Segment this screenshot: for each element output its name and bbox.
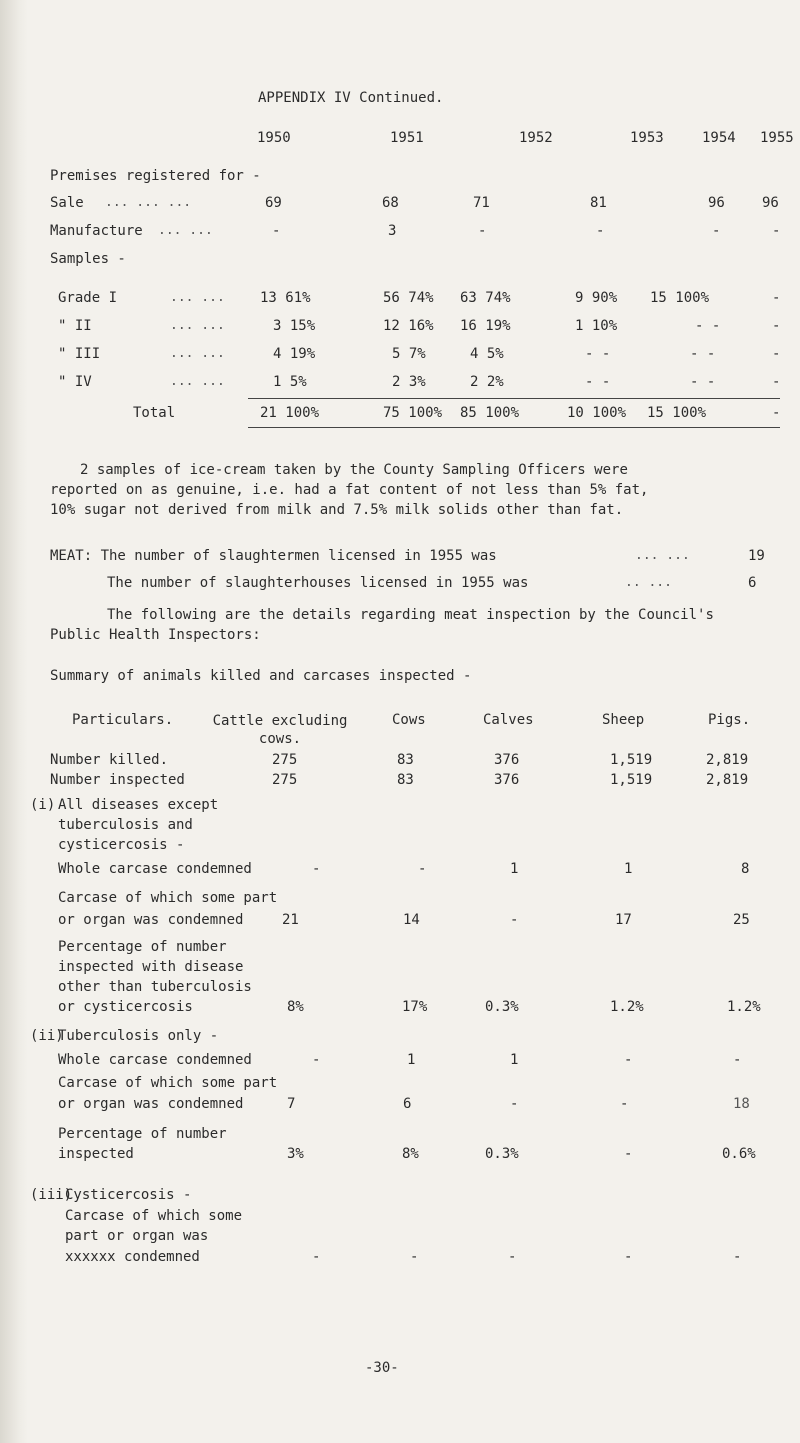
header-cattle: Cattle excluding cows. [212, 713, 348, 747]
value-1954: - [712, 223, 721, 239]
value-cows: 8% [402, 1146, 419, 1162]
header-sheep: Sheep [602, 712, 645, 728]
paragraph-line: 2 samples of ice-cream taken by the County Sampling Officers were [80, 462, 628, 478]
value-sheep: - [624, 1052, 633, 1068]
value-1950: 1 5% [273, 374, 307, 390]
value-pigs: 18 [733, 1096, 750, 1112]
value-cattle: - [312, 861, 321, 877]
value-1954: 96 [708, 195, 725, 211]
value-pigs: 8 [741, 861, 750, 877]
total-label: Total [133, 405, 176, 421]
meat-line-slaughtermen: MEAT: The number of slaughtermen licensed in 1955 was [50, 548, 497, 564]
meat-paragraph-line: Public Health Inspectors: [50, 627, 261, 643]
section-label-line: cysticercosis - [58, 837, 185, 853]
value-1953: - - [585, 374, 611, 390]
value-calves: - [510, 1096, 519, 1112]
value-cows: 6 [403, 1096, 412, 1112]
value-calves: 0.3% [485, 1146, 519, 1162]
value-1950: 13 61% [260, 290, 311, 306]
row-label-line: Carcase of which some part [58, 890, 278, 906]
value-1950: 4 19% [273, 346, 316, 362]
value-1950: 3 15% [273, 318, 316, 334]
row-label-line: or organ was condemned [58, 1096, 244, 1112]
value-1951: 56 74% [383, 290, 434, 306]
section-label-line: Cysticercosis - [65, 1187, 192, 1203]
value-pigs: 25 [733, 912, 750, 928]
value-pigs: 2,819 [706, 772, 749, 788]
total-1953: 10 100% [567, 405, 627, 421]
header-pigs: Pigs. [708, 712, 751, 728]
value-1952: 16 19% [460, 318, 511, 334]
row-label-line: other than tuberculosis [58, 979, 252, 995]
value-1950: 69 [265, 195, 282, 211]
row-label: xxxxxx condemned [65, 1249, 200, 1265]
row-label: Whole carcase condemned [58, 1052, 252, 1068]
row-label-line: Carcase of which some part [58, 1075, 278, 1091]
year-1951: 1951 [390, 130, 424, 146]
value-cattle: - [312, 1249, 321, 1265]
summary-heading: Summary of animals killed and carcases inspected - [50, 668, 472, 684]
section-label-line: tuberculosis and [58, 817, 193, 833]
value-1951: 68 [382, 195, 399, 211]
value-sheep: - [624, 1146, 633, 1162]
value-cows: 83 [397, 772, 414, 788]
value-calves: 376 [494, 752, 520, 768]
value-calves: - [510, 912, 519, 928]
value-1953: 1 10% [575, 318, 618, 334]
value-1952: 2 2% [470, 374, 504, 390]
value-1955: - [772, 374, 781, 390]
value-pigs: - [733, 1052, 742, 1068]
value-1954: 15 100% [650, 290, 710, 306]
year-1955: 1955 [760, 130, 794, 146]
section-number: (ii) [30, 1028, 64, 1044]
value-1952: - [478, 223, 487, 239]
slaughterhouses-count: 6 [748, 575, 757, 591]
value-cattle: - [312, 1052, 321, 1068]
value-1951: 5 7% [392, 346, 426, 362]
value-1952: 4 5% [470, 346, 504, 362]
header-calves: Calves [483, 712, 534, 728]
leader-dots: ... ... [158, 223, 213, 238]
value-pigs: 0.6% [722, 1146, 756, 1162]
section-label-line: Tuberculosis only - [58, 1028, 219, 1044]
value-calves: 1 [510, 1052, 519, 1068]
value-sheep: 1,519 [610, 772, 653, 788]
paragraph-line: 10% sugar not derived from milk and 7.5% milk solids other than fat. [50, 502, 624, 518]
value-sheep: 1,519 [610, 752, 653, 768]
header-particulars: Particulars. [72, 712, 174, 728]
total-1955: - [772, 405, 781, 421]
value-pigs: 1.2% [727, 999, 761, 1015]
slaughtermen-count: 19 [748, 548, 765, 564]
value-sheep: - [624, 1249, 633, 1265]
premises-heading: Premises registered for - [50, 168, 261, 184]
value-cows: 17% [402, 999, 428, 1015]
leader-dots: ... ... ... [105, 195, 192, 210]
appendix-title: APPENDIX IV Continued. [258, 90, 444, 106]
paragraph-line: reported on as genuine, i.e. had a fat content of not less than 5% fat, [50, 482, 649, 498]
row-label-line: inspected [58, 1146, 134, 1162]
samples-heading: Samples - [50, 251, 126, 267]
value-cows: - [418, 861, 427, 877]
value-1955: - [772, 290, 781, 306]
row-label-line: Percentage of number [58, 939, 227, 955]
value-1955: - [772, 223, 781, 239]
value-1953: 9 90% [575, 290, 618, 306]
section-label-line: part or organ was [65, 1228, 209, 1244]
value-1950: - [272, 223, 281, 239]
page-shadow-edge [0, 0, 28, 1443]
total-1954: 15 100% [647, 405, 707, 421]
total-1950: 21 100% [260, 405, 320, 421]
value-sheep: - [620, 1096, 629, 1112]
row-label-line: inspected with disease [58, 959, 244, 975]
value-sheep: 1.2% [610, 999, 644, 1015]
header-cows: Cows [392, 712, 426, 728]
row-label: Grade I [58, 290, 118, 306]
value-calves: 0.3% [485, 999, 519, 1015]
value-cattle: 275 [272, 772, 298, 788]
total-1952: 85 100% [460, 405, 520, 421]
year-1952: 1952 [519, 130, 553, 146]
value-1952: 71 [473, 195, 490, 211]
value-cows: 83 [397, 752, 414, 768]
row-label-line: Percentage of number [58, 1126, 227, 1142]
row-label-line: or organ was condemned [58, 912, 244, 928]
value-cattle: 3% [287, 1146, 304, 1162]
value-1955: - [772, 346, 781, 362]
value-1953: - [596, 223, 605, 239]
row-label: Sale [50, 195, 84, 211]
row-label: " IV [58, 374, 92, 390]
value-cows: - [410, 1249, 419, 1265]
total-1951: 75 100% [383, 405, 443, 421]
value-1955: - [772, 318, 781, 334]
value-sheep: 17 [615, 912, 632, 928]
value-1954: - - [690, 374, 716, 390]
row-label: Number inspected [50, 772, 185, 788]
value-1951: 12 16% [383, 318, 434, 334]
meat-paragraph-line: The following are the details regarding meat inspection by the Council's [107, 607, 714, 623]
value-cattle: 7 [287, 1096, 296, 1112]
value-1954: - - [690, 346, 716, 362]
section-number: (iii) [30, 1187, 73, 1203]
value-cattle: 275 [272, 752, 298, 768]
total-underline [248, 427, 780, 428]
section-label-line: Carcase of which some [65, 1208, 243, 1224]
total-rule-other [383, 398, 780, 399]
page-number: -30- [365, 1360, 399, 1376]
value-1951: 3 [388, 223, 397, 239]
value-cattle: 21 [282, 912, 299, 928]
value-cows: 14 [403, 912, 420, 928]
year-1950: 1950 [257, 130, 291, 146]
value-calves: - [508, 1249, 517, 1265]
row-label: " III [58, 346, 101, 362]
value-cows: 1 [407, 1052, 416, 1068]
leader-dots: ... ... [170, 346, 225, 361]
value-sheep: 1 [624, 861, 633, 877]
leader-dots: .. ... [625, 575, 672, 590]
value-1954: - - [695, 318, 721, 334]
leader-dots: ... ... [635, 548, 690, 563]
row-label: Whole carcase condemned [58, 861, 252, 877]
row-label: Manufacture [50, 223, 143, 239]
total-rule-1950 [248, 398, 383, 399]
value-1953: 81 [590, 195, 607, 211]
meat-line-slaughterhouses: The number of slaughterhouses licensed in 1955 was [107, 575, 529, 591]
section-number: (i) [30, 797, 56, 813]
value-pigs: - [733, 1249, 742, 1265]
value-1953: - - [585, 346, 611, 362]
value-calves: 1 [510, 861, 519, 877]
leader-dots: ... ... [170, 318, 225, 333]
year-1953: 1953 [630, 130, 664, 146]
leader-dots: ... ... [170, 374, 225, 389]
value-pigs: 2,819 [706, 752, 749, 768]
year-1954: 1954 [702, 130, 736, 146]
row-label: Number killed. [50, 752, 169, 768]
value-calves: 376 [494, 772, 520, 788]
section-label-line: All diseases except [58, 797, 219, 813]
value-1951: 2 3% [392, 374, 426, 390]
row-label-line: or cysticercosis [58, 999, 193, 1015]
value-1952: 63 74% [460, 290, 511, 306]
row-label: " II [58, 318, 92, 334]
value-cattle: 8% [287, 999, 304, 1015]
value-1955: 96 [762, 195, 779, 211]
leader-dots: ... ... [170, 290, 225, 305]
